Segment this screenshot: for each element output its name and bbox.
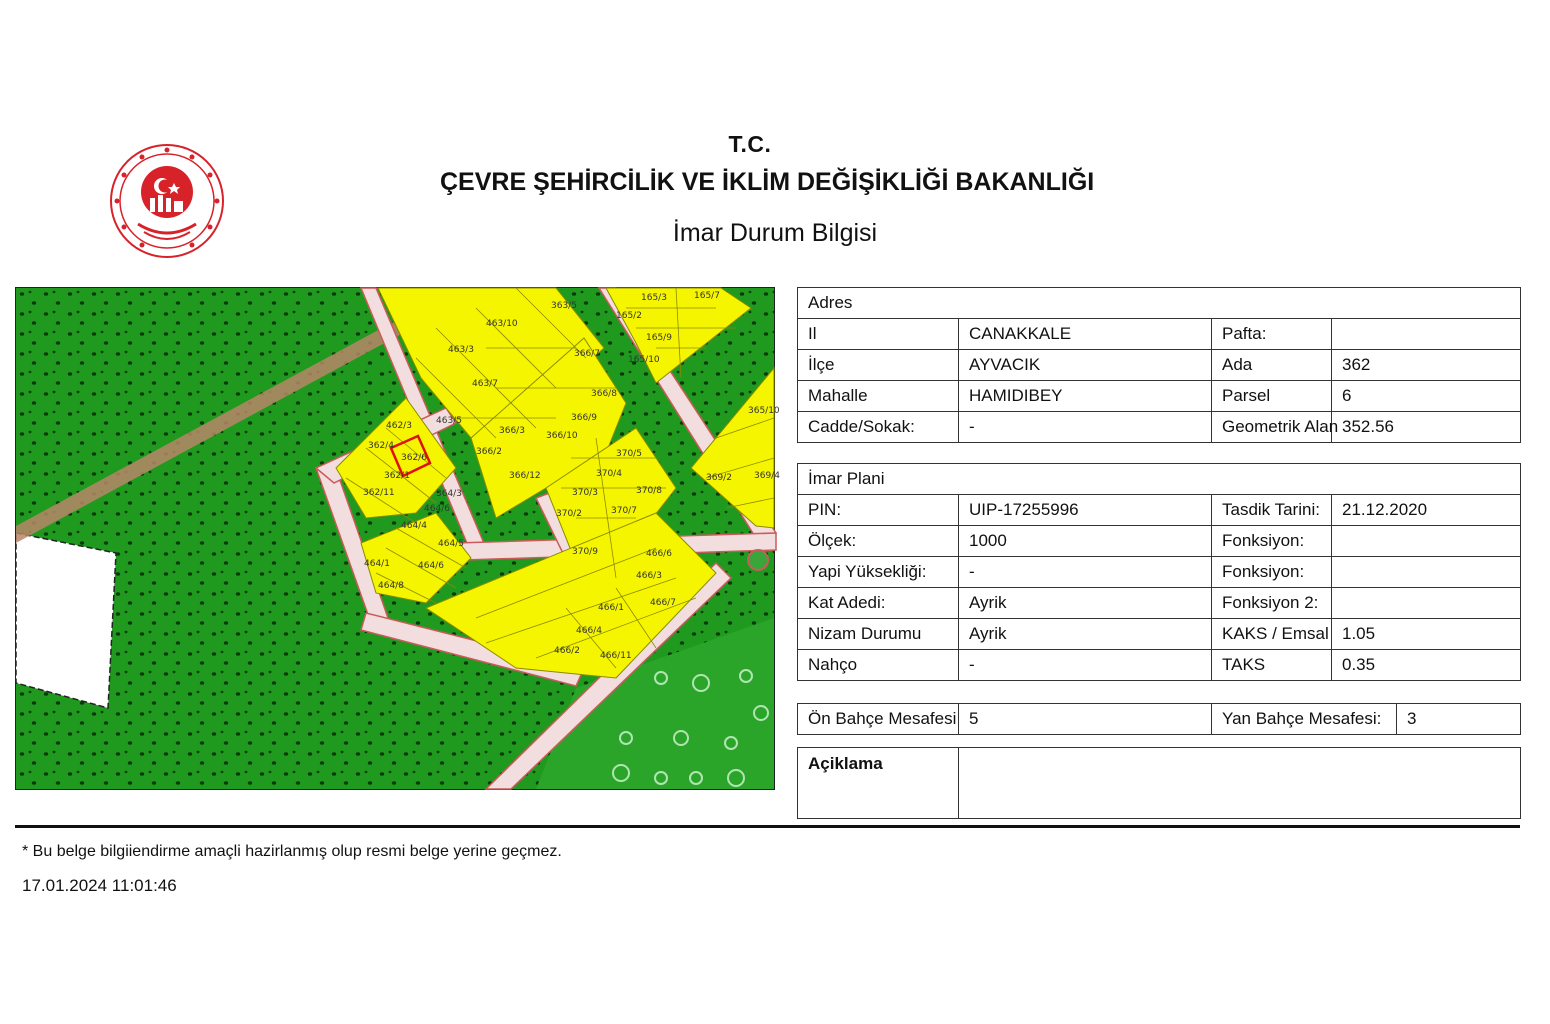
parcel-label: 165/7	[694, 291, 720, 301]
mahalle-value: HAMIDIBEY	[959, 381, 1212, 412]
parcel-label: 366/2	[476, 447, 502, 457]
parcel-label: 369/4	[754, 471, 780, 481]
parcel-label: 466/3	[636, 571, 662, 581]
cadde-value: -	[959, 412, 1212, 443]
fonksiyon-value	[1332, 526, 1521, 557]
parcel-label: 366/10	[546, 431, 578, 441]
aciklama-table	[797, 747, 1521, 819]
parcel-label: 362/1	[384, 471, 410, 481]
zoning-map	[15, 287, 780, 790]
parsel-value: 6	[1332, 381, 1521, 412]
parcel-label: 370/3	[572, 488, 598, 498]
geometrik-alan-value: 352.56	[1332, 412, 1521, 443]
parcel-label: 363/5	[551, 301, 577, 311]
parcel-label: 464/8	[378, 581, 404, 591]
parcel-label: 464/6	[418, 561, 444, 571]
document-title: İmar Durum Bilgisi	[672, 219, 878, 247]
plan-section-title: İmar Plani	[798, 464, 1521, 495]
parcel-label: 366/12	[509, 471, 541, 481]
on-bahce-label: Ön Bahçe Mesafesi	[798, 704, 959, 735]
parcel-label: 370/9	[572, 547, 598, 557]
parcel-label: 370/4	[596, 469, 622, 479]
parcel-label: 466/7	[650, 598, 676, 608]
il-value: CANAKKALE	[959, 319, 1212, 350]
address-section-title: Adres	[798, 288, 1521, 319]
tasdik-value: 21.12.2020	[1332, 495, 1521, 526]
disclaimer-note: * Bu belge bilgiiendirme amaçli hazirlanmış olup resmi belge yerine geçmez.	[22, 843, 562, 860]
pin-label: PIN:	[798, 495, 959, 526]
ada-label: Ada	[1212, 350, 1332, 381]
parcel-label: 462/3	[386, 421, 412, 431]
parcel-label: 370/8	[636, 486, 662, 496]
parcel-label: 370/2	[556, 509, 582, 519]
ada-value: 362	[1332, 350, 1521, 381]
fonksiyon-b-value	[1332, 557, 1521, 588]
footer-divider	[15, 825, 1520, 828]
parcel-label: 370/7	[611, 506, 637, 516]
nizam-value: Ayrik	[959, 619, 1212, 650]
fonksiyon2-value	[1332, 588, 1521, 619]
on-bahce-value: 5	[959, 704, 1212, 735]
parcel-label: 362/6	[401, 453, 427, 463]
taks-label: TAKS	[1212, 650, 1332, 681]
fonksiyon2-label: Fonksiyon 2:	[1212, 588, 1332, 619]
pin-value: UIP-17255996	[959, 495, 1212, 526]
parcel-label: 464/5	[438, 539, 464, 549]
cadde-label: Cadde/Sokak:	[798, 412, 959, 443]
setbacks-table	[797, 703, 1521, 735]
parcel-label: 366/8	[591, 389, 617, 399]
parcel-label: 165/10	[628, 355, 660, 365]
parcel-label: 165/3	[641, 293, 667, 303]
nahco-label: Nahço	[798, 650, 959, 681]
parcel-label: 370/5	[616, 449, 642, 459]
parcel-label: 369/2	[706, 473, 732, 483]
geometrik-alan-label: Geometrik Alan	[1212, 412, 1332, 443]
kat-adedi-value: Ayrik	[959, 588, 1212, 619]
pafta-label: Pafta:	[1212, 319, 1332, 350]
ministry-name: ÇEVRE ŞEHİRCİLİK VE İKLİM DEĞİŞİKLİĞİ BAKANLIĞI	[440, 168, 1095, 196]
parcel-label: 463/3	[448, 345, 474, 355]
parcel-label: 365/10	[748, 406, 780, 416]
parcel-label: 466/4	[576, 626, 602, 636]
aciklama-label: Açiklama	[798, 748, 959, 819]
parcel-label: 464/4	[401, 521, 427, 531]
parcel-label: 466/11	[600, 651, 632, 661]
header-tc: T.C.	[728, 131, 772, 157]
parcel-label: 464/1	[364, 559, 390, 569]
parcel-label: 165/9	[646, 333, 672, 343]
zoning-plan-table	[797, 463, 1521, 681]
nizam-label: Nizam Durumu	[798, 619, 959, 650]
parcel-label: 463/7	[472, 379, 498, 389]
ilce-label: İlçe	[798, 350, 959, 381]
parcel-label: 366/9	[571, 413, 597, 423]
yukseklik-label: Yapi Yüksekliği:	[798, 557, 959, 588]
olcek-label: Ölçek:	[798, 526, 959, 557]
yan-bahce-label: Yan Bahçe Mesafesi:	[1212, 704, 1397, 735]
mahalle-label: Mahalle	[798, 381, 959, 412]
parcel-label: 466/6	[646, 549, 672, 559]
tasdik-label: Tasdik Tarini:	[1212, 495, 1332, 526]
kaks-value: 1.05	[1332, 619, 1521, 650]
ilce-value: AYVACIK	[959, 350, 1212, 381]
il-label: Il	[798, 319, 959, 350]
fonksiyon-label: Fonksiyon:	[1212, 526, 1332, 557]
parcel-label: 165/2	[616, 311, 642, 321]
nahco-value: -	[959, 650, 1212, 681]
kaks-label: KAKS / Emsal	[1212, 619, 1332, 650]
parsel-label: Parsel	[1212, 381, 1332, 412]
parcel-label: 466/1	[598, 603, 624, 613]
parcel-label: 366/7	[574, 349, 600, 359]
yukseklik-value: -	[959, 557, 1212, 588]
parcel-label: 463/10	[486, 319, 518, 329]
parcel-label: 464/6	[424, 504, 450, 514]
timestamp: 17.01.2024 11:01:46	[22, 876, 177, 895]
taks-value: 0.35	[1332, 650, 1521, 681]
parcel-label: 364/3	[436, 489, 462, 499]
parcel-label: 463/5	[436, 416, 462, 426]
parcel-label: 366/3	[499, 426, 525, 436]
address-table	[797, 287, 1521, 443]
yan-bahce-value: 3	[1397, 704, 1521, 735]
aciklama-value	[959, 748, 1521, 819]
parcel-label: 362/4	[368, 441, 394, 451]
kat-adedi-label: Kat Adedi:	[798, 588, 959, 619]
parcel-label: 466/2	[554, 646, 580, 656]
parcel-label: 362/11	[363, 488, 395, 498]
pafta-value	[1332, 319, 1521, 350]
olcek-value: 1000	[959, 526, 1212, 557]
fonksiyon-b-label: Fonksiyon:	[1212, 557, 1332, 588]
